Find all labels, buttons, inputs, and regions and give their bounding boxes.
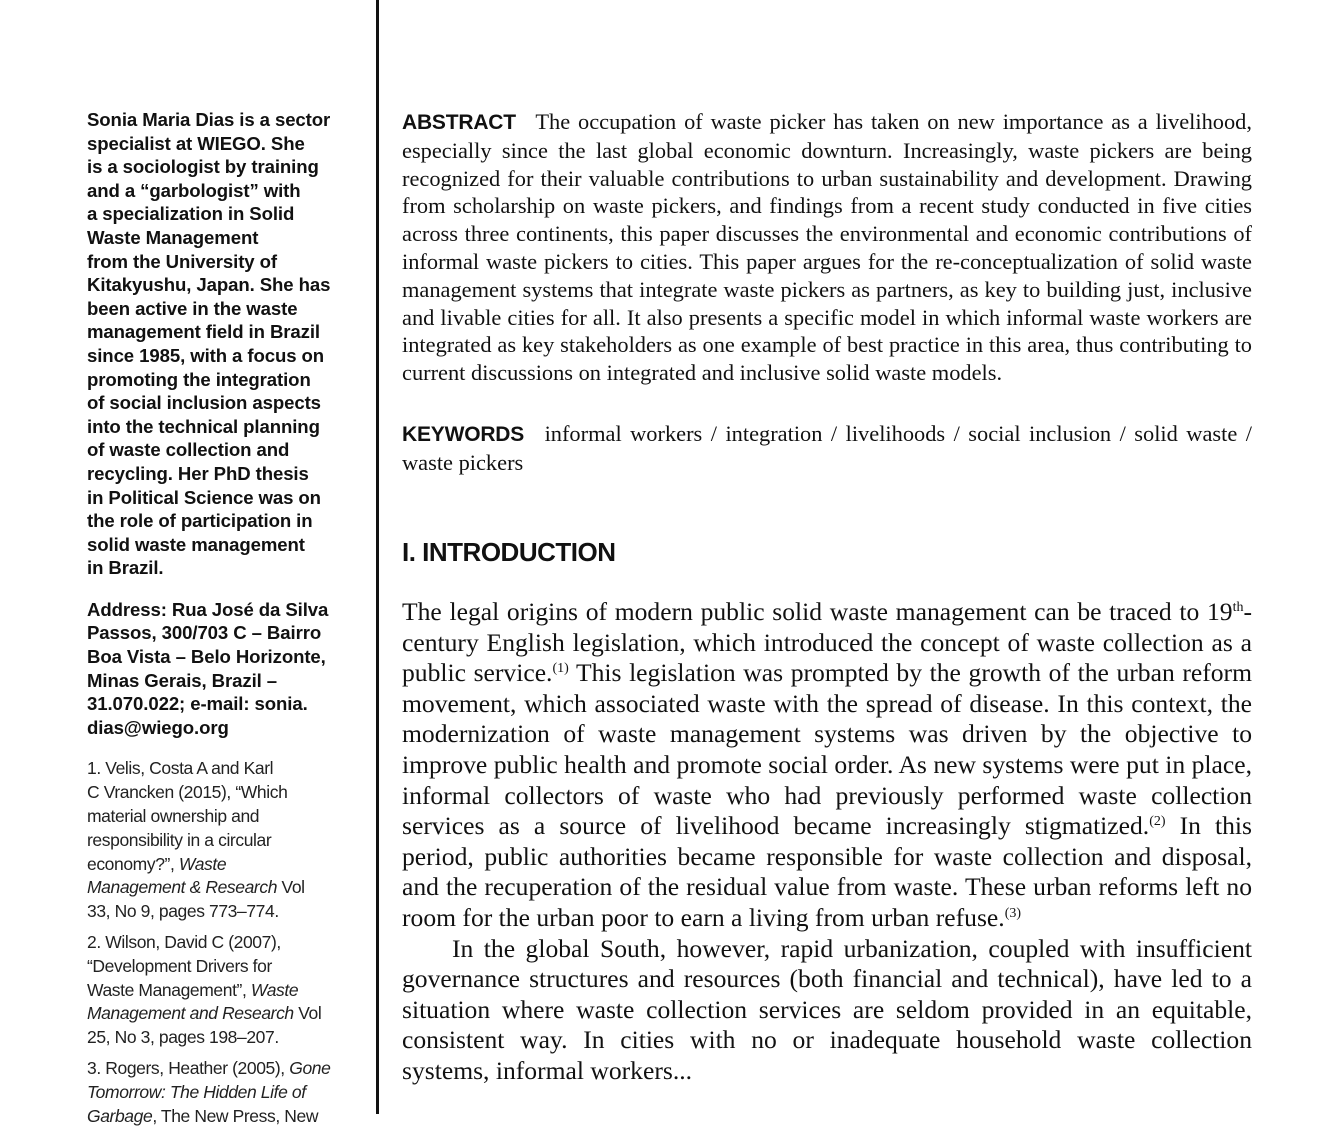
main-column <box>402 108 1252 1086</box>
footnotes <box>87 757 362 1128</box>
section-heading: I. INTRODUCTION <box>402 536 616 567</box>
sidebar <box>87 108 362 1135</box>
paragraph-2: In the global South, however, rapid urbanization, coupled with insufficient governance structures and resources (both financial and technical), have led to a situation where waste collection services are seldom provided in an equitable, consistent way. In cities with no or inadequate household waste collection systems, informal workers... <box>402 933 1252 1085</box>
keywords <box>402 420 1252 477</box>
footnote-1: 1. Velis, Costa A and Karl C Vrancken (2015), “Which material ownership and responsibility in a circular economy?”, Waste Management & Research Vol 33, No 9, pages 773–774. <box>87 758 305 922</box>
paragraph-1: The legal origins of modern public solid waste management can be traced to 19th-century English legislation, which introduced the concept of waste collection as a public service.$^{(1)}$ This legislation was prompted by the growth of the urban reform movement, which associated waste with the spread of disease. In this context, the modernization of waste management systems was driven by the objective to improve public health and promote social order. As new systems were put in place, informal collectors of waste who had previously performed waste collection services as a source of livelihood became increasingly stigmatized.$^{(2)}$ In this period, public authorities became responsible for waste collection and disposal, and the recuperation of the residual value from waste. These urban reforms left no room for the urban poor to earn a living from urban refuse.$^{(3)}$ <box>402 596 1252 932</box>
abstract-label: ABSTRACT <box>402 111 516 134</box>
superscript-th: th <box>1232 599 1244 615</box>
footnote-ref-2[interactable]: (2) <box>1149 814 1166 830</box>
footnote-ref-3[interactable]: (3) <box>1004 905 1022 921</box>
author-address: Address: Rua José da Silva Passos, 300/703 C – Bairro Boa Vista – Belo Horizonte, Minas Gerais, Brazil – 31.070.022; e-mail: sonia. dias@wiego.org <box>87 598 329 738</box>
footnote-3: 3. Rogers, Heather (2005), Gone Tomorrow: The Hidden Life of Garbage, The New Press, New <box>87 1058 331 1126</box>
abstract-text: The occupation of waste picker has taken on new importance as a livelihood, especially since the last global economic downturn. Increasingly, waste pickers are being recognized for their valuable contributions to urban sustainability and development. Drawing from scholarship on waste pickers, and findings from a recent study conducted in five cities across three continents, this paper discusses the environmental and economic contributions of informal waste pickers to cities. This paper argues for the re-conceptualization of solid waste management systems that integrate waste pickers as partners, as key to building just, inclusive and livable cities for all. It also presents a specific model in which informal waste workers are integrated as key stakeholders as one example of best practice in this area, thus contributing to current discussions on integrated and inclusive solid waste models. <box>402 109 1252 386</box>
footnote-2: 2. Wilson, David C (2007), “Development Drivers for Waste Management”, Waste Management and Research Vol 25, No 3, pages 198–207. <box>87 932 322 1048</box>
author-bio: Sonia Maria Dias is a sector specialist at WIEGO. She is a sociologist by training and a “garbologist” with a specialization in Solid Waste Management from the University of Kitakyushu, Japan. She has been active in the waste management field in Brazil since 1985, with a focus on promoting the integration of social inclusion aspects into the technical planning of waste collection and recycling. Her PhD thesis in Political Science was on the role of participation in solid waste management in Brazil. <box>87 109 331 579</box>
keywords-text: informal workers / integration / livelihoods / social inclusion / solid waste / waste pickers <box>402 420 1252 475</box>
column-divider <box>376 0 379 1114</box>
footnote-ref-1[interactable]: (1) <box>552 661 569 677</box>
abstract <box>402 108 1252 387</box>
section-body <box>402 597 1252 1087</box>
keywords-label: KEYWORDS <box>402 422 525 446</box>
